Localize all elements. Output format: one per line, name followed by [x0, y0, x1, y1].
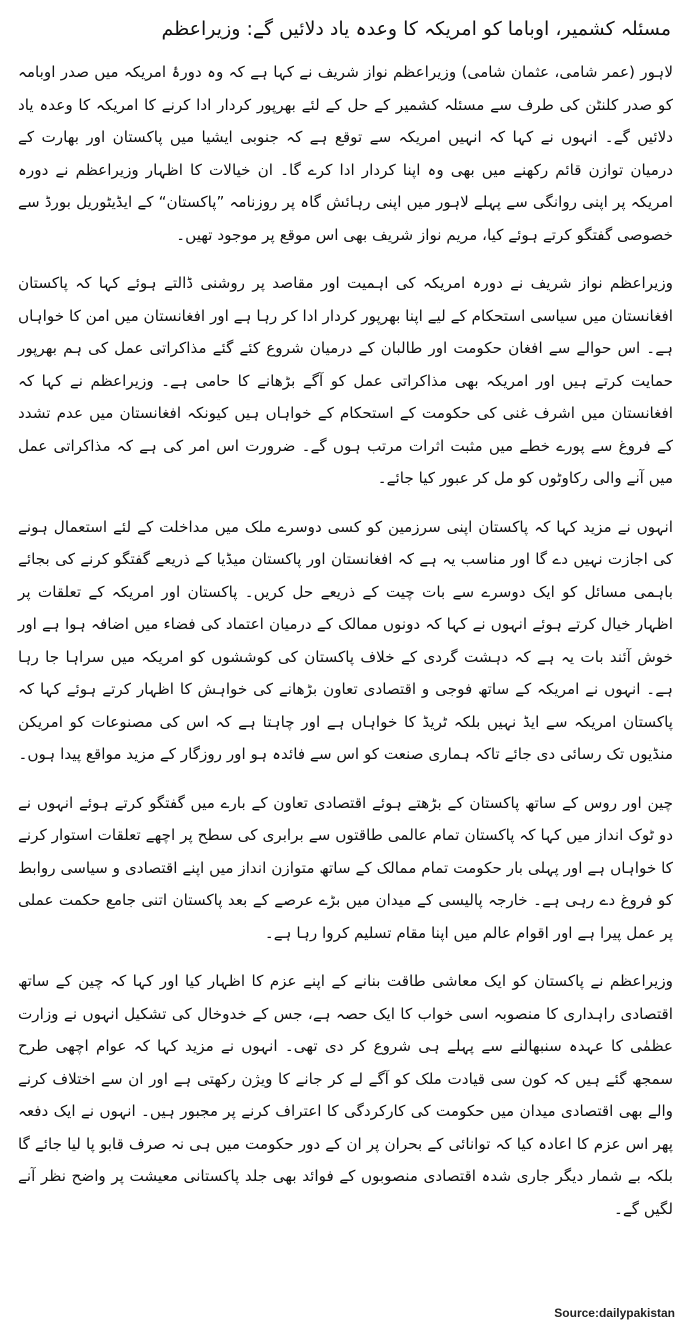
article-paragraph-4: چین اور روس کے ساتھ پاکستان کے بڑھتے ہوئے اقتصادی تعاون کے بارے میں گفتگو کرتے ہوئے انہوں نے دو ٹوک انداز میں کہا کہ پاکستان تمام عالمی طاقتوں سے برابری کی سطح پر اچھے تعلقات استوار کرنے کا خواہاں ہے اور پہلی بار حکومت تمام ممالک کے ساتھ متوازن انداز میں اپنے اقتصادی و سیاسی روابط کو فروغ دے رہی ہے۔ خارجہ پالیسی کے میدان میں بڑے عرصے کے بعد پاکستان اتنی جامع حکمت عملی پر عمل پیرا ہے اور اقوام عالم میں اپنا مقام تسلیم کروا رہا ہے۔ [18, 793, 674, 942]
article-paragraph-2: وزیراعظم نواز شریف نے دورہ امریکہ کی اہمیت اور مقاصد پر روشنی ڈالتے ہوئے کہا کہ پاکستان افغانستان میں سیاسی استحکام کے لیے اپنا بھرپور کردار ادا کر رہا ہے اور افغانستان میں امن کا خواہاں ہے۔ اس حوالے سے افغان حکومت اور طالبان کے درمیان شروع کئے گئے مذاکراتی عمل کی ہم بھرپور حمایت کرتے ہیں اور امریکہ بھی مذاکراتی عمل کو آگے بڑھانے کا حامی ہے۔ وزیراعظم نے کہا کہ افغانستان میں اشرف غنی کی حکومت کے استحکام کے خواہاں ہیں کیونکہ افغانستان میں عدم تشدد کے فروغ سے پورے خطے میں مثبت اثرات مرتب ہوں گے۔ ضرورت اس امر کی ہے کہ مذاکراتی عمل میں آنے والی رکاوٹوں کو مل کر عبور کیا جائے۔ [18, 274, 673, 487]
article-headline: مسئلہ کشمیر، اوباما کو امریکہ کا وعدہ یاد دلائیں گے: وزیراعظم [161, 18, 671, 40]
article-paragraph-1: لاہور (عمر شامی، عثمان شامی) وزیراعظم نواز شریف نے کہا ہے کہ وہ دورۂ امریکہ میں صدر اوبامہ کو صدر کلنٹن کی طرف سے مسئلہ کشمیر کے حل کے لئے بھرپور کردار ادا کرنے کا امریکہ کا وعدہ یاد دلائیں گے۔ انہوں نے کہا کہ انہیں امریکہ سے توقع ہے کہ جنوبی ایشیا میں پاکستان اور بھارت کے درمیان توازن قائم رکھنے میں بھی وہ اپنا کردار ادا کرے گا۔ ان خیالات کا اظہار وزیراعظم نے دورہ امریکہ پر اپنی روانگی سے پہلے لاہور میں اپنی رہائش گاہ پر روزنامہ ”پاکستان“ کے ایڈیٹوریل بورڈ سے خصوصی گفتگو کرتے ہوئے کیا، مریم نواز شریف بھی اس موقع پر موجود تھیں۔ [18, 63, 673, 244]
article-paragraph-5: وزیراعظم نے پاکستان کو ایک معاشی طاقت بنانے کے اپنے عزم کا اظہار کیا اور کہا کہ چین کے ساتھ اقتصادی راہداری کا منصوبہ اسی خواب کا ایک حصہ ہے، جس کے خدوخال کی تشکیل انہوں نے وزارت عظمٰی کا عہدہ سنبھالنے سے پہلے ہی شروع کر دی تھی۔ انہوں نے مزید کہا کہ عوام اچھی طرح سمجھ گئے ہیں کہ کون سی قیادت ملک کو آگے لے کر جانے کا ویژن رکھتی ہے اور ان سے اختلاف کرنے والے بھی اقتصادی میدان میں حکومت کی کارکردگی کا اعتراف کرنے پر مجبور ہیں۔ انہوں نے ایک دفعہ پھر اس عزم کا اعادہ کیا کہ توانائی کے بحران پر ان کے دور حکومت میں ہی نہ صرف قابو پا لیا جائے گا بلکہ بے شمار دیگر جاری شدہ اقتصادی منصوبوں کے فوائد بھی جلد پاکستانی معیشت پر واضح نظر آنے لگیں گے۔ [18, 972, 673, 1218]
source-credit: Source:dailypakistan [554, 1306, 675, 1320]
article-paragraph-3: انہوں نے مزید کہا کہ پاکستان اپنی سرزمین کو کسی دوسرے ملک میں مداخلت کے لئے استعمال ہونے کی اجازت نہیں دے گا اور مناسب یہ ہے کہ افغانستان اور پاکستان میڈیا کے ذریعے گفتگو کرنے کی بجائے باہمی مسائل کو ایک دوسرے سے بات چیت کے ذریعے حل کریں۔ پاکستان اور امریکہ کے تعلقات پر اظہار خیال کرتے ہوئے انہوں نے کہا کہ دونوں ممالک کے درمیان اعتماد کی فضاء میں اضافہ ہوا ہے اور خوش آئند بات یہ ہے کہ دہشت گردی کے خلاف پاکستان کی کوششوں کو امریکہ میں سراہا جا رہا ہے۔ انہوں نے امریکہ کے ساتھ فوجی و اقتصادی تعاون بڑھانے کی خواہش کا اظہار کرتے ہوئے کہا کہ پاکستان امریکہ سے ایڈ نہیں بلکہ ٹریڈ کا خواہاں ہے اور چاہتا ہے کہ اس کی مصنوعات کو امریکن منڈیوں تک رسائی دی جائے تاکہ ہماری صنعت کو اس سے فائدہ ہو اور روزگار کے مزید مواقع پیدا ہوں۔ [18, 517, 673, 763]
